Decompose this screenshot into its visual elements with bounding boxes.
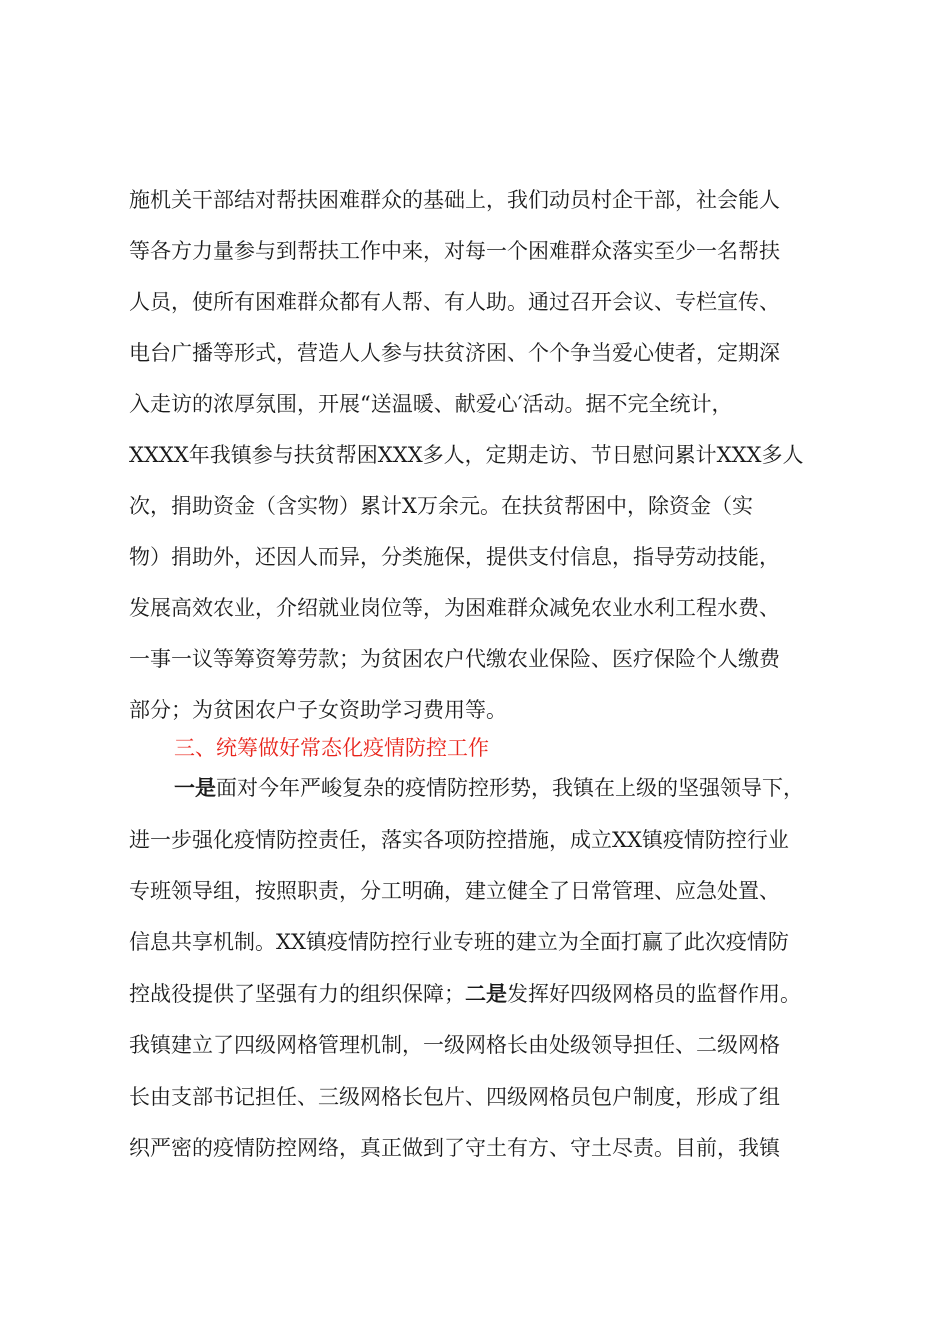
paragraph2-line-7: 长由支部书记担任、三级网格长包片、四级网格员包户制度，形成了组 — [129, 1085, 780, 1109]
paragraph2-line-2: 进一步强化疫情防控责任，落实各项防控措施，成立XX镇疫情防控行业 — [129, 828, 789, 852]
paragraph2-line-1 — [174, 778, 804, 799]
paragraph1-line-7: 次，捐助资金（含实物）累计X万余元。在扶贫帮困中，除资金（实 — [129, 494, 753, 518]
paragraph1-line-3: 人员，使所有困难群众都有人帮、有人助。通过召开会议、专栏宣传、 — [129, 290, 780, 314]
paragraph1-line-8: 物）捐助外，还因人而异，分类施保，提供支付信息，指导劳动技能， — [129, 545, 780, 569]
paragraph2-line-5-start: 控战役提供了坚强有力的组织保障； — [129, 982, 465, 1006]
emphasis-yishi: 一是 — [174, 776, 216, 800]
paragraph1-line-2: 等各方力量参与到帮扶工作中来，对每一个困难群众落实至少一名帮扶 — [129, 239, 780, 263]
paragraph1-line-4: 电台广播等形式，营造人人参与扶贫济困、个个争当爱心使者，定期深 — [129, 341, 780, 365]
paragraph2-line-4: 信息共享机制。XX镇疫情防控行业专班的建立为全面打赢了此次疫情防 — [129, 930, 789, 954]
paragraph1-line-5: 入走访的浓厚氛围，开展“送温暖、献爱心′活动。据不完全统计， — [129, 392, 733, 416]
paragraph2-line-3: 专班领导组，按照职责，分工明确，建立健全了日常管理、应急处置、 — [129, 879, 780, 903]
section-heading: 三、统筹做好常态化疫情防控工作 — [174, 736, 489, 760]
paragraph1-line-10: 一事一议等筹资筹劳款；为贫困农户代缴农业保险、医疗保险个人缴费 — [129, 647, 780, 671]
paragraph2-line-1-text: 面对今年严峻复杂的疫情防控形势，我镇在上级的坚强领导下， — [216, 776, 804, 800]
emphasis-ershi: 二是 — [465, 982, 507, 1006]
paragraph1-line-11: 部分；为贫困农户子女资助学习费用等。 — [129, 698, 507, 722]
paragraph1-line-9: 发展高效农业，介绍就业岗位等，为困难群众减免农业水利工程水费、 — [129, 596, 780, 620]
paragraph2-line-8: 织严密的疫情防控网络，真正做到了守土有方、守土尽责。目前，我镇 — [129, 1136, 780, 1160]
paragraph2-line-6: 我镇建立了四级网格管理机制，一级网格长由处级领导担任、二级网格 — [129, 1033, 780, 1057]
paragraph2-line-5-rest: 发挥好四级网格员的监督作用。 — [507, 982, 801, 1006]
paragraph1-line-6: XXXX年我镇参与扶贫帮困XXX多人，定期走访、节日慰问累计XXX多人 — [129, 443, 804, 467]
paragraph2-line-5 — [129, 984, 801, 1005]
paragraph1-line-1: 施机关干部结对帮扶困难群众的基础上，我们动员村企干部，社会能人 — [129, 188, 780, 212]
